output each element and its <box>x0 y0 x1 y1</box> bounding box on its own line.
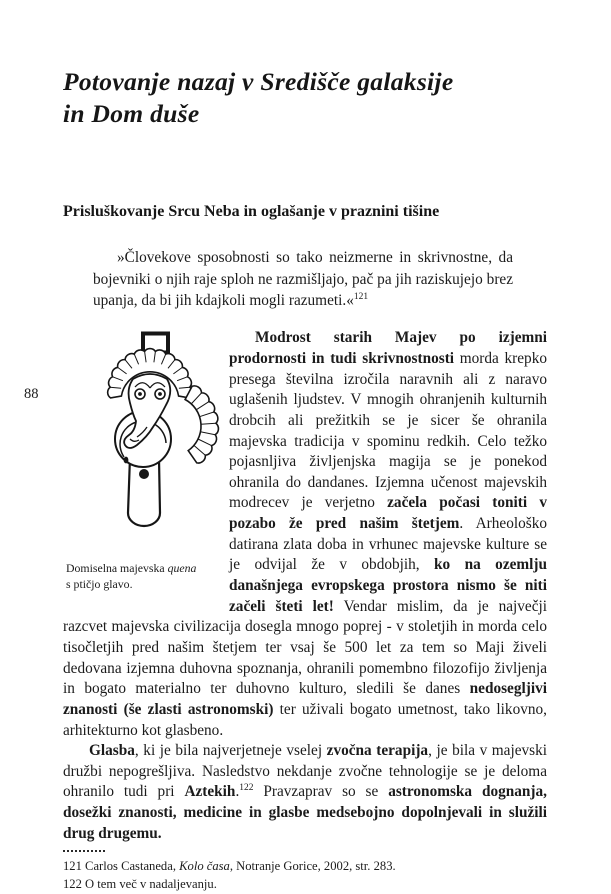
chapter-title-line2: in Dom duše <box>63 99 200 129</box>
quena-figure <box>63 331 223 592</box>
body-paragraph-1: Modrost starih Majev po izjemni prodornosti in tudi skrivnostnosti morda krepko presega številna izročila naravnih ali z naravo uglašenih ljudstev. V mnogih ohranjenih kulturnih drobcih ali prežitkih se je sicer še ohranila majevska tradicija v spominu redkih. Celo težko pojasnljiva življenjska magija se je ponekod ohranila do dandanes. Izjemna učenost majevskih modrecev je verjetno začela počasi toniti v pozabo že pred našim štetjem. Arheološko datirana zlata doba in vrhunec majevske kulture se je odvijal že v obdobjih, ko na ozemlju današnjega evropskega prostora nismo še niti začeli šteti let! Vendar mislim, da je največji razcvet majevska civilizacija dosegla mnogo poprej - v stoletjih in morda celo tisočletjih pred našim štetjem ter vsaj še 500 let za tem so Maji živeli dedovana izjemna duhovna spoznanja, ohranili pomembno filozofijo življenja in bogato materialno ter duhovno kulturo, sledili še danes nedosegljivi znanosti (še zlasti astronomski) ter uživali bogato umetnost, tako likovno, arhitekturno kot glasbeno. <box>63 329 547 739</box>
body-paragraph-2: Glasba, ki je bila najverjetneje vselej zvočna terapija, je bila v majevski družbi nepogrešljiva. Nasledstvo nekdanje zvočne tehnologije se je deloma ohranilo tudi pri Aztekih.$^{122}$ Pravzaprav so se astronomska dognanja, dosežki znanosti, medicine in glasbe medsebojno dopolnjevali in služili drug drugemu. <box>63 742 548 842</box>
chapter-title <box>63 66 547 131</box>
epigraph-quote: »Človekove sposobnosti so tako neizmerne in skrivnostne, da bojevniki o njih raje sploh ne razmišljajo, pač pa jih raziskujejo brez upanja, da bi jih kdajkoli mogli razumeti.«$^{121}$ <box>93 248 513 310</box>
footnote-1: 121 Carlos Castaneda, Kolo časa, Notranje Gorice, 2002, str. 283. <box>63 859 396 874</box>
chapter-title-line1: Potovanje nazaj v Središče galaksije <box>63 67 454 96</box>
quena-illustration <box>103 331 223 535</box>
section-heading: Prisluškovanje Srcu Neba in oglašanje v praznini tišine <box>63 202 440 220</box>
footnote-2: 122 O tem več v nadaljevanju. <box>63 877 217 892</box>
footnote-separator <box>63 850 105 852</box>
page-number: 88 <box>24 386 39 402</box>
figure-caption: Domiselna majevska quena s ptičjo glavo. <box>66 561 197 591</box>
main-text <box>63 328 547 844</box>
footnotes <box>63 857 547 893</box>
book-page <box>63 0 547 894</box>
